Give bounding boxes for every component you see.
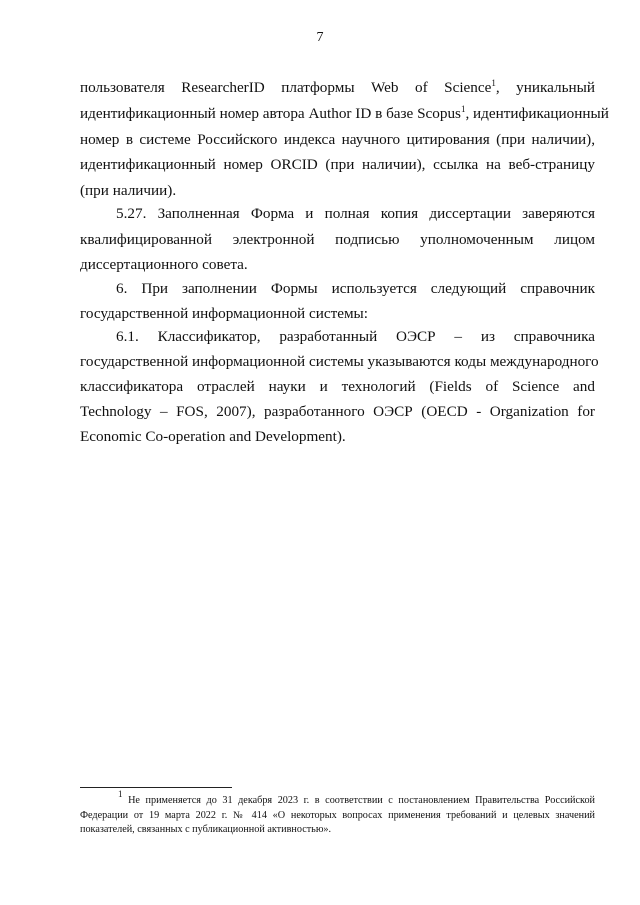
paragraph-line: государственной информационной системы указываются коды международного: [80, 353, 599, 370]
paragraph-line: 6.1. Классификатор, разработанный ОЭСР – из справочника: [116, 328, 595, 345]
paragraph-line: 5.27. Заполненная Форма и полная копия диссертации заверяются: [116, 205, 595, 222]
paragraph-line: диссертационного совета.: [80, 256, 248, 273]
line-text: идентификационный номер автора Author ID в базе Scopus: [80, 105, 461, 122]
footnote-reference: 1: [491, 78, 496, 88]
paragraph-line: 6. При заполнении Формы используется следующий справочник: [116, 280, 595, 297]
footnote-marker: 1: [118, 789, 123, 799]
paragraph-line: (при наличии).: [80, 182, 177, 199]
paragraph-line: Technology – FOS, 2007), разработанного ОЭСР (OECD - Organization for: [80, 403, 595, 420]
paragraph-line: Economic Co-operation and Development).: [80, 428, 346, 445]
paragraph-line: идентификационный номер ORCID (при наличии), ссылка на веб-страницу: [80, 156, 595, 173]
footnote-separator: [80, 787, 232, 788]
footnote-line: Федерации от 19 марта 2022 г. № 414 «О некоторых вопросах применения требований и целевых значений: [80, 810, 595, 821]
page-number: 7: [316, 30, 324, 45]
line-text-tail: , уникальный: [495, 79, 596, 96]
paragraph-line: квалифицированной электронной подписью уполномоченным лицом: [80, 231, 595, 248]
paragraph-line: [80, 104, 609, 124]
paragraph-line: государственной информационной системы:: [80, 305, 368, 322]
footnote-text: Не применяется до 31 декабря 2023 г. в соответствии с постановлением Правительства Российской: [128, 795, 595, 806]
line-text-tail: , идентификационный: [465, 105, 609, 122]
paragraph-line: [80, 78, 595, 98]
paragraph-line: классификатора отраслей науки и технологий (Fields of Science and: [80, 378, 595, 395]
line-text: пользователя ResearcherID платформы Web of Science: [80, 79, 492, 96]
footnote-line: показателей, связанных с публикационной активностью».: [80, 824, 332, 835]
footnote-line: [118, 789, 595, 808]
footnote-reference: 1: [460, 104, 466, 114]
paragraph-line: номер в системе Российского индекса научного цитирования (при наличии),: [80, 131, 595, 148]
